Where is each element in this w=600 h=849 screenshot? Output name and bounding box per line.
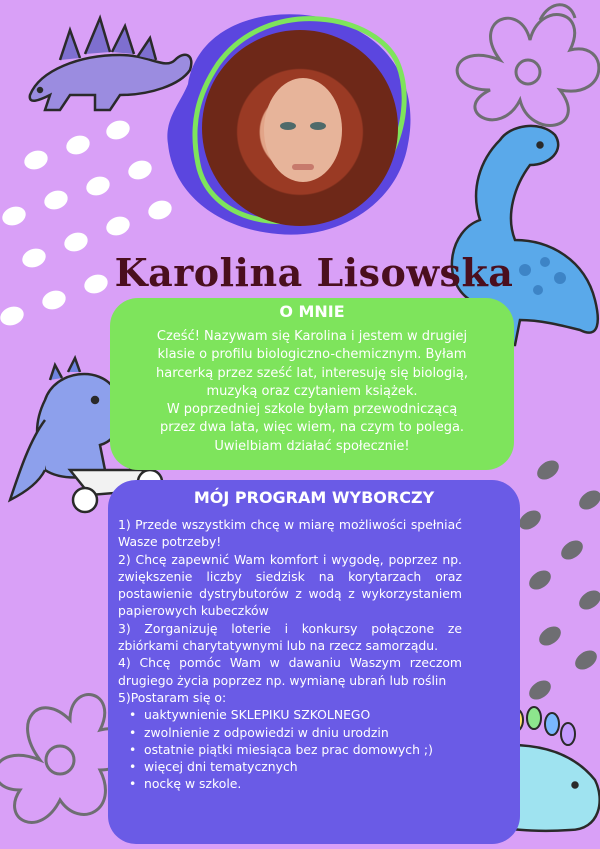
- program-point: 2) Chcę zapewnić Wam komfort i wygodę, poprzez np. zwiększenie liczby siedzisk na korytarzach oraz postawienie dystrybutorów z wodą z wykorzystaniem papierowych kubeczków: [118, 551, 462, 619]
- program-point: 5)Postaram się o:: [118, 689, 227, 705]
- program-title: MÓJ PROGRAM WYBORCZY: [193, 488, 435, 507]
- program-bullet: • zwolnienie z odpowiedzi w dniu urodzin: [144, 724, 462, 741]
- about-line: Uwielbiam działać społecznie!: [214, 438, 410, 454]
- program-body: [118, 516, 462, 793]
- about-line: przez dwa lata, więc wiem, na czym to polega.: [159, 420, 465, 436]
- program-point: 3) Zorganizuję loterie i konkursy połączone ze zbiórkami charytatywnymi lub na rzecz samorządu.: [118, 620, 462, 654]
- program-bullet: • więcej dni tematycznych: [144, 758, 462, 775]
- profile-photo: [202, 30, 398, 226]
- about-line: W poprzedniej szkole byłam przewodniczącą: [166, 402, 458, 418]
- about-line: klasie o profilu biologiczno-chemicznym. Byłam: [157, 347, 467, 363]
- program-bullet: • ostatnie piątki miesiąca bez prac domowych ;): [144, 741, 462, 758]
- about-text: [126, 328, 498, 456]
- program-point: 1) Przede wszystkim chcę w miarę możliwości spełniać Wasze potrzeby!: [118, 517, 462, 550]
- mouth: [292, 164, 314, 170]
- eye-right: [310, 122, 326, 130]
- program-point: 4) Chcę pomóc Wam w dawaniu Waszym rzeczom drugiego życia poprzez np. wymianę ubrań lub roślin: [118, 655, 462, 688]
- about-line: harcerką przez sześć lat, interesuję się biologią,: [156, 365, 468, 381]
- grey-dots-pattern: [516, 457, 600, 704]
- program-bullets: [118, 706, 462, 792]
- about-line: Cześć! Nazywam się Karolina i jestem w drugiej: [156, 329, 468, 344]
- about-line: muzyką oraz czytaniem książek.: [206, 383, 418, 399]
- candidate-name: Karolina Lisowska: [114, 250, 514, 295]
- eye-left: [280, 122, 296, 130]
- program-bullet: • uaktywnienie SKLEPIKU SZKOLNEGO: [144, 706, 462, 723]
- flower-outline-icon: [457, 5, 599, 126]
- program-bullet: • nockę w szkole.: [144, 775, 462, 792]
- about-title: O MNIE: [279, 302, 345, 321]
- white-dots-pattern: [0, 117, 174, 328]
